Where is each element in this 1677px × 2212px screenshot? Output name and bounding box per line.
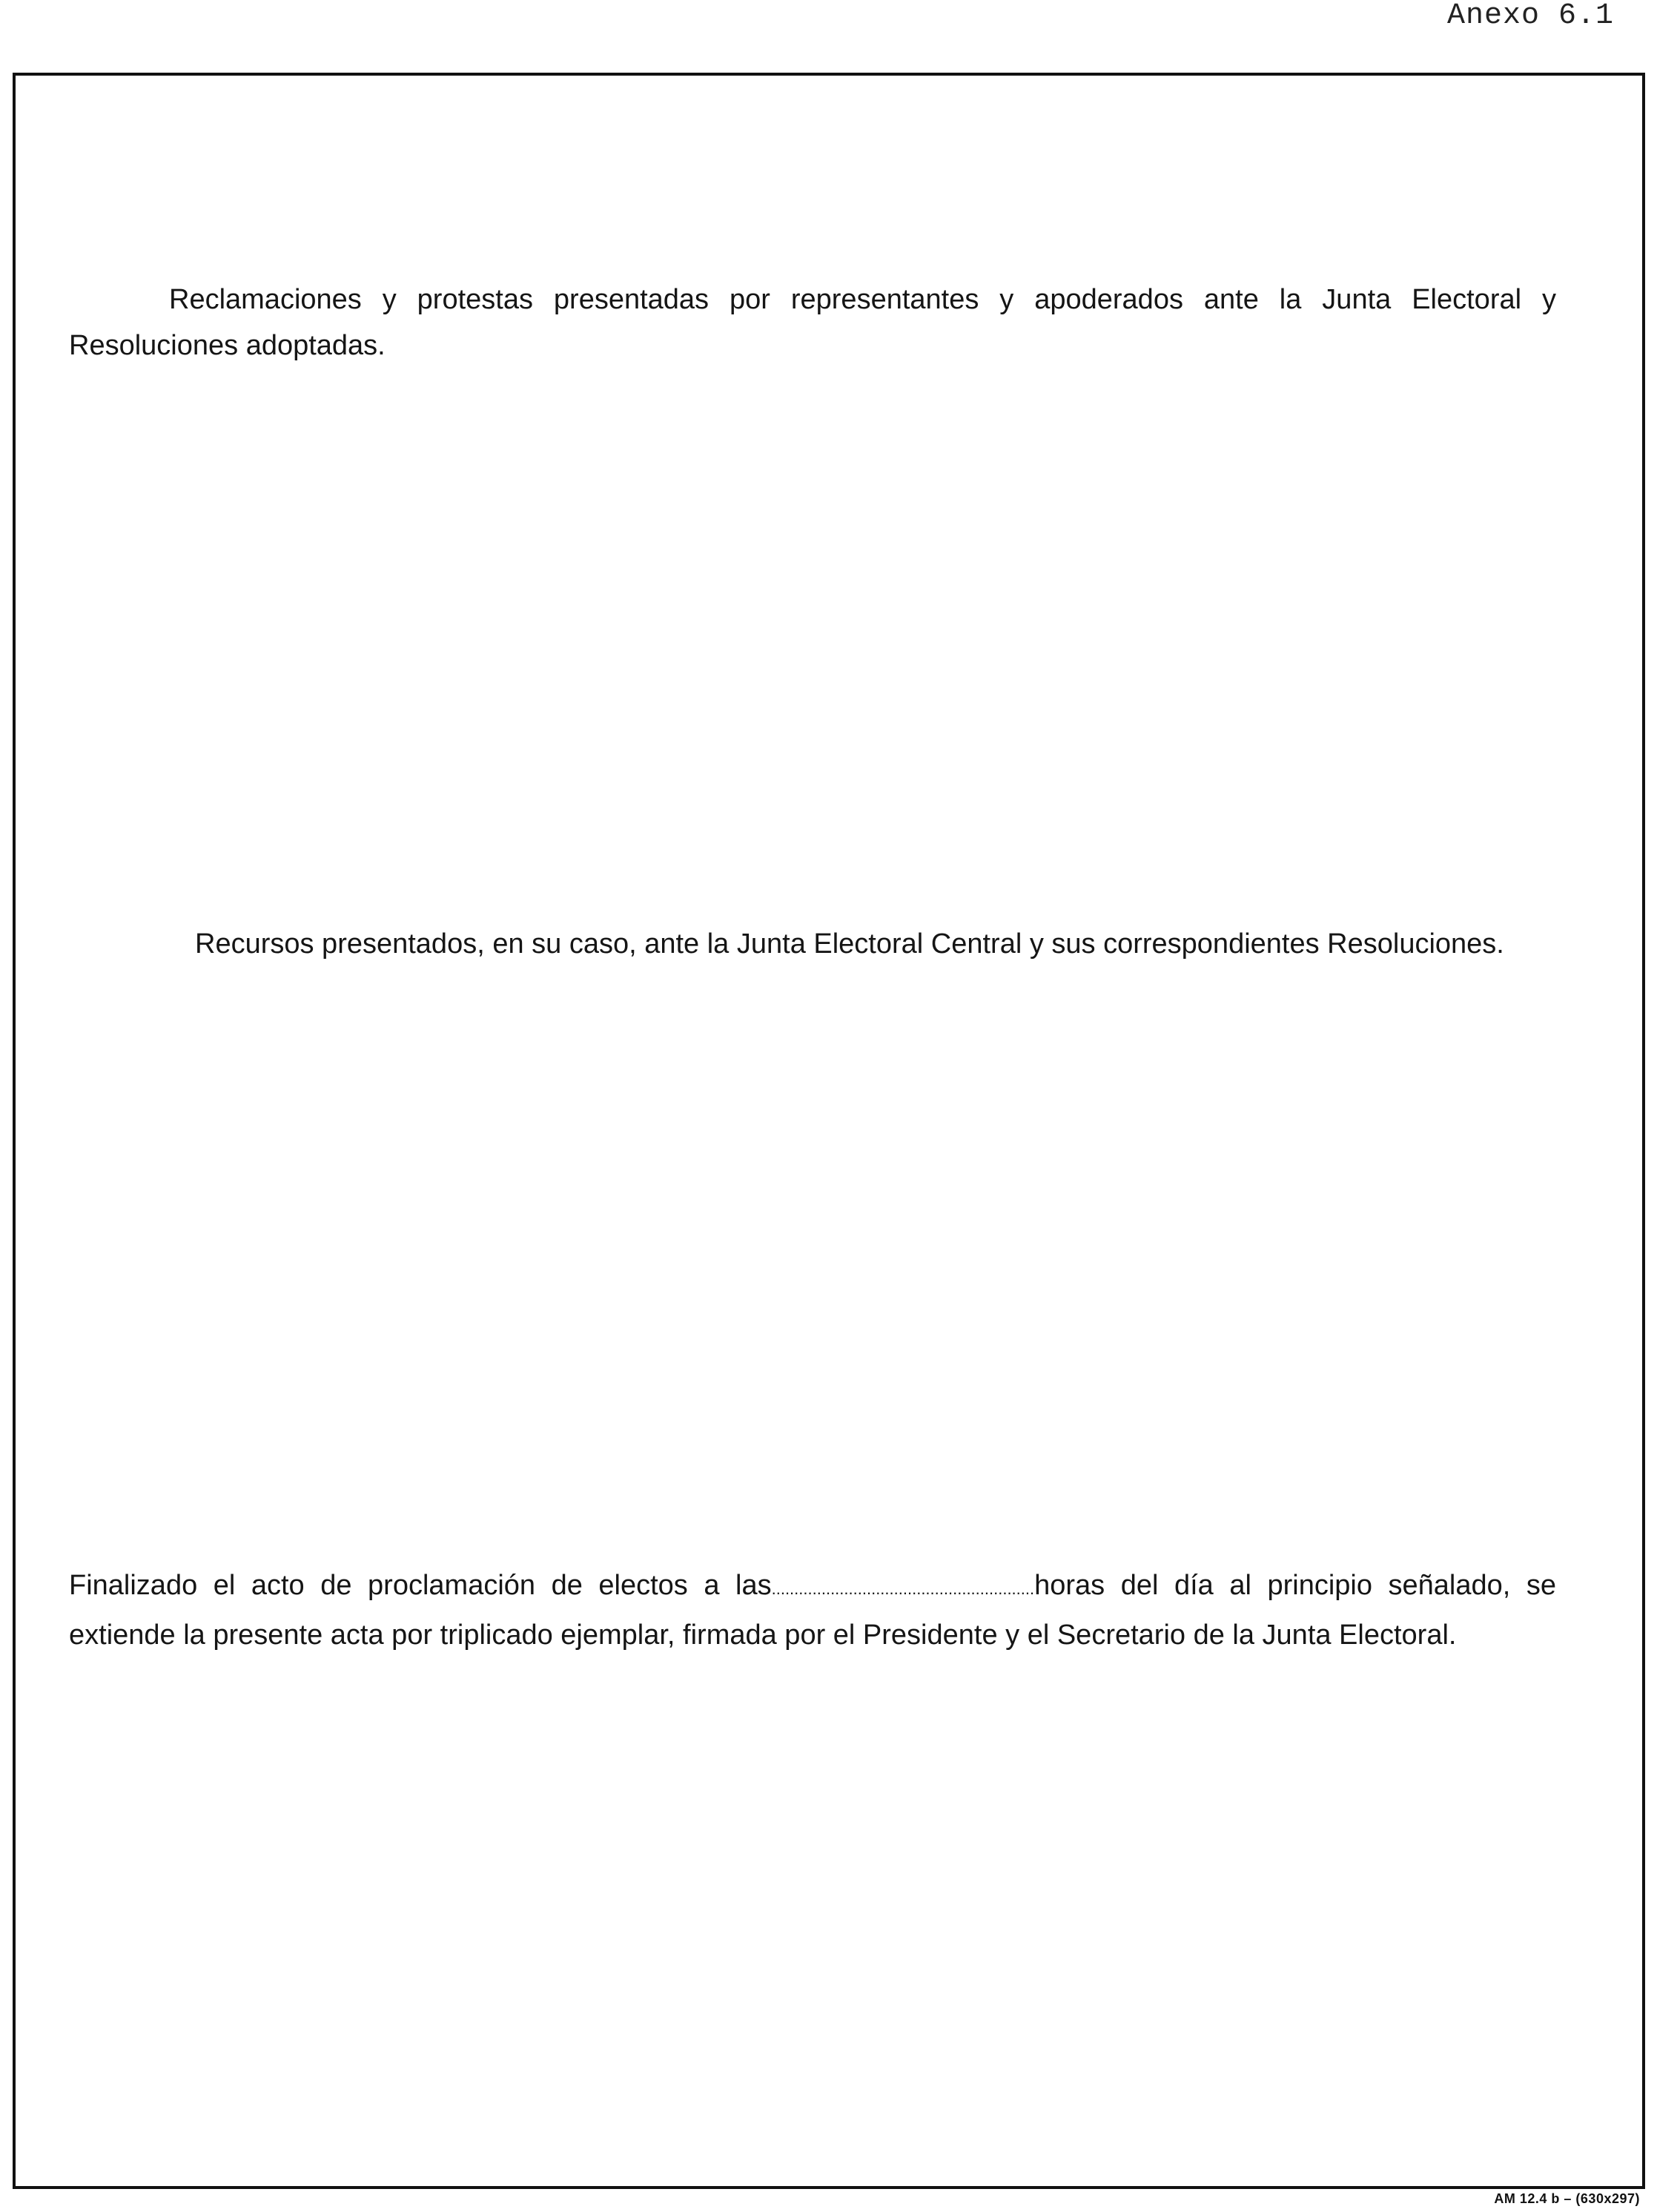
appeals-text: Recursos presentados, en su caso, ante la Junta Electoral Central y sus correspondientes Resoluciones.: [195, 928, 1504, 960]
hours-blank-field[interactable]: ..........................................................: [771, 1579, 1035, 1598]
document-frame: [13, 73, 1645, 2189]
form-code: AM 12.4 b – (630x297): [1494, 2191, 1640, 2206]
appeals-section: [69, 921, 1556, 967]
closing-text-before: Finalizado el acto de proclamación de electos a las: [69, 1570, 772, 1601]
claims-section: [69, 277, 1556, 369]
annex-label: Anexo 6.1: [1446, 0, 1614, 33]
closing-text-after: horas del día al principio señalado, se extiende la presente acta por triplicado ejemplar, firmada por el Presidente y el Secretario de la Junta Electoral.: [69, 1570, 1557, 1651]
closing-section: [69, 1562, 1556, 1658]
claims-text: Reclamaciones y protestas presentadas por representantes y apoderados ante la Junta Electoral y Resoluciones adoptadas.: [69, 284, 1556, 361]
